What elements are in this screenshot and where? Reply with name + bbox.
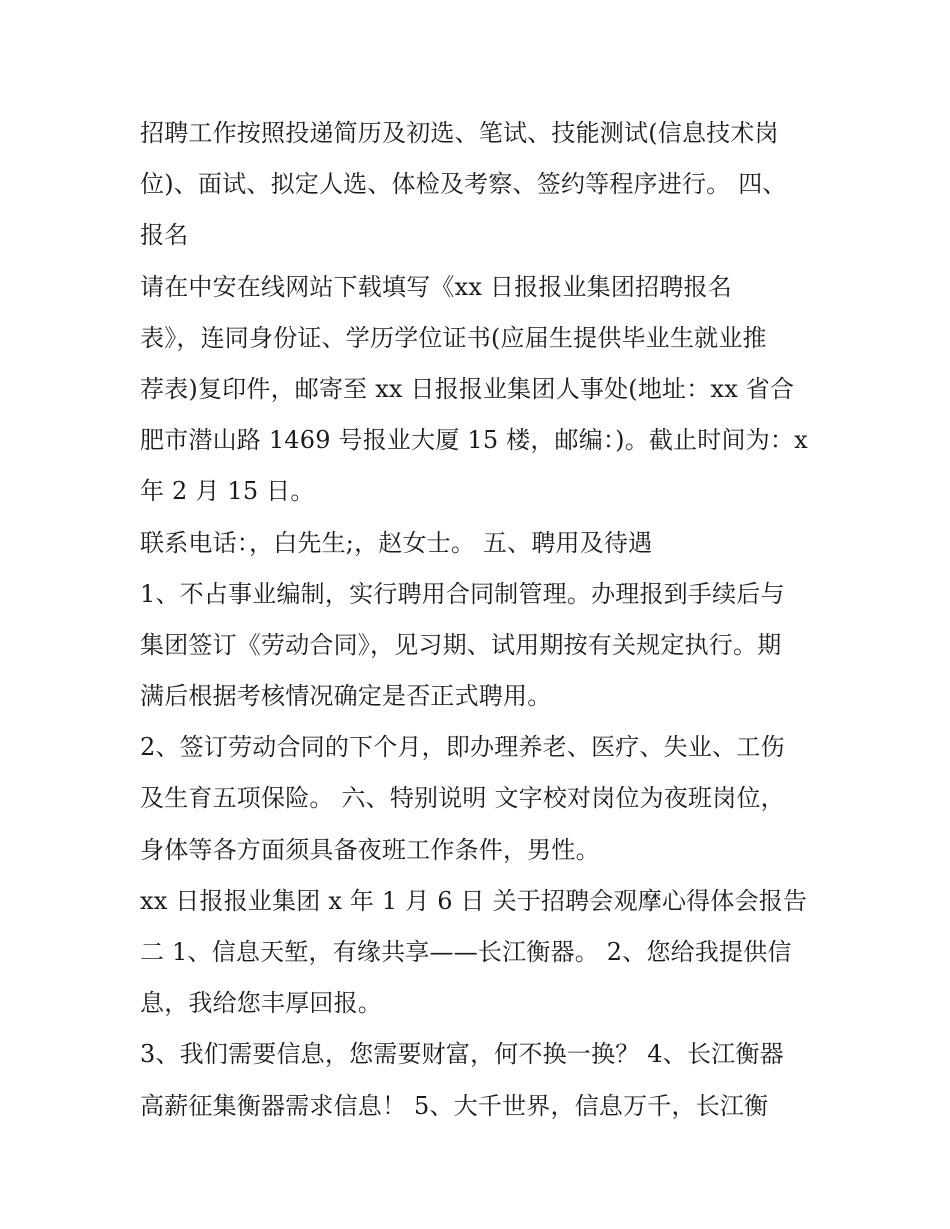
text-line: 息，我给您丰厚回报。 <box>140 989 382 1018</box>
text-line: 联系电话：，白先生;，赵女士。 五、聘用及待遇 <box>140 528 653 557</box>
text-line: 身体等各方面须具备夜班工作条件，男性。 <box>140 835 600 864</box>
text-line: 及生育五项保险。 六、特别说明 文字校对岗位为夜班岗位， <box>140 784 785 813</box>
text-line: 2、签订劳动合同的下个月，即办理养老、医疗、失业、工伤 <box>140 733 785 762</box>
text-line: 表》，连同身份证、学历学位证书(应届生提供毕业生就业推 <box>140 323 767 352</box>
text-line: 位)、面试、拟定人选、体检及考察、签约等程序进行。 四、 <box>140 170 787 199</box>
text-line: 3、我们需要信息，您需要财富，何不换一换？ 4、长江衡器 <box>140 1040 784 1069</box>
text-line: 满后根据考核情况确定是否正式聘用。 <box>140 682 552 711</box>
text-line: 报名 <box>140 221 189 250</box>
text-line: 招聘工作按照投递简历及初选、笔试、技能测试(信息技术岗 <box>140 119 779 147</box>
document-body <box>140 108 830 1132</box>
text-line: 二 1、信息天堑，有缘共享——长江衡器。 2、您给我提供信 <box>140 938 792 966</box>
text-line: 1、不占事业编制，实行聘用合同制管理。办理报到手续后与 <box>140 579 785 608</box>
text-line: 请在中安在线网站下载填写《xx 日报报业集团招聘报名 <box>140 272 732 301</box>
text-line: 年 2 月 15 日。 <box>140 477 315 506</box>
text-line: xx 日报报业集团 x 年 1 月 6 日 关于招聘会观摩心得体会报告 <box>140 886 808 915</box>
text-line: 高薪征集衡器需求信息！ 5、大千世界，信息万千，长江衡 <box>140 1091 769 1120</box>
text-line: 肥市潜山路 1469 号报业大厦 15 楼，邮编：)。截止时间为：x <box>140 426 808 455</box>
text-line: 集团签订《劳动合同》，见习期、试用期按有关规定执行。期 <box>140 630 782 659</box>
text-line: 荐表)复印件，邮寄至 xx 日报报业集团人事处(地址：xx 省合 <box>140 374 795 403</box>
